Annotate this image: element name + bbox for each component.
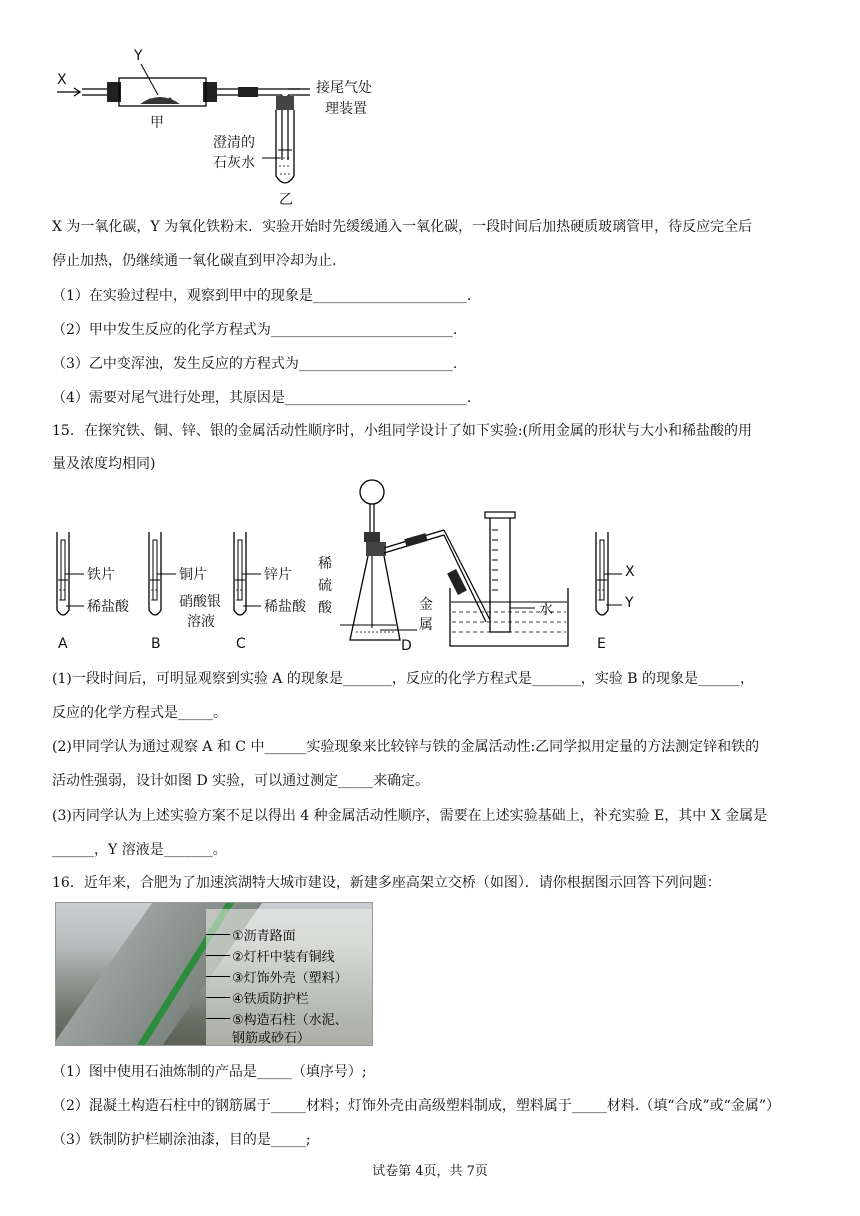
label-a-letter: A <box>58 636 68 652</box>
q14-intro-line-1: X 为一氧化碳，Y 为氧化铁粉末．实验开始时先缓缓通入一氧化碳，一段时间后加热硬质玻璃管甲，待反应完全后 <box>52 219 753 235</box>
label-b-mid: 硝酸银 <box>179 594 221 610</box>
label-e-x: X <box>625 564 635 580</box>
label-jia: 甲 <box>150 115 164 131</box>
q16-sub-3: （3）铁制防护栏刷涂油漆，目的是_____; <box>52 1132 311 1148</box>
photo-label-6: 钢筋或砂石） <box>232 1031 311 1046</box>
leader-line <box>206 997 230 998</box>
label-b-letter: B <box>151 636 161 652</box>
label-d-metal-1: 金 <box>419 597 433 613</box>
label-lime-2: 石灰水 <box>213 155 255 171</box>
label-c-bottom: 稀盐酸 <box>264 599 306 615</box>
q14-sub-1: （1）在实验过程中，观察到甲中的现象是______________________. <box>52 288 472 304</box>
label-tail-gas-2: 理装置 <box>325 101 367 117</box>
label-b-top: 铜片 <box>179 567 207 583</box>
label-d-acid-2: 硫 <box>318 578 332 594</box>
label-a-bottom: 稀盐酸 <box>87 599 129 615</box>
label-e-letter: E <box>597 636 606 652</box>
label-tail-gas-1: 接尾气处 <box>316 80 372 96</box>
q15-stem-line-1: 15．在探究铁、铜、锌、银的金属活动性顺序时，小组同学设计了如下实验:(所用金属的形状与大小和稀盐酸的用 <box>52 423 752 439</box>
label-d-acid-3: 酸 <box>318 600 332 616</box>
label-lime-1: 澄清的 <box>213 135 255 151</box>
photo-label-1: ①沥青路面 <box>232 929 296 944</box>
photo-label-2: ②灯杆中装有铜线 <box>232 950 335 965</box>
q16-sub-2: （2）混凝土构造石柱中的钢筋属于_____材料；灯饰外壳由高级塑料制成，塑料属于_____材料.（填“合成”或“金属”） <box>52 1098 780 1114</box>
q15-part2-line-1: (2)甲同学认为通过观察 A 和 C 中______实验现象来比较锌与铁的金属活动性:乙同学拟用定量的方法测定锌和铁的 <box>52 739 760 755</box>
label-e-y: Y <box>625 595 634 611</box>
q15-part3-line-2: ______，Y 溶液是_______。 <box>52 842 227 858</box>
label-d-acid-1: 稀 <box>318 556 332 572</box>
q15-part1-line-1: (1)一段时间后，可明显观察到实验 A 的现象是_______，反应的化学方程式是_______，实验 B 的现象是______， <box>52 671 755 687</box>
q16-stem: 16．近年来，合肥为了加速滨湖特大城市建设，新建多座高架立交桥（如图）．请你根据图示回答下列问题： <box>52 875 721 891</box>
label-d-metal-2: 属 <box>419 617 433 633</box>
label-y: Y <box>134 48 143 64</box>
label-d-letter: D <box>401 638 412 654</box>
label-b-bottom: 溶液 <box>187 614 215 630</box>
overpass-photo <box>55 902 373 1046</box>
q16-sub-1: （1）图中使用石油炼制的产品是_____（填序号）; <box>52 1064 367 1080</box>
test-tubes-drawing <box>0 470 860 670</box>
photo-label-4: ④铁质防护栏 <box>232 992 309 1007</box>
leader-line <box>206 976 230 977</box>
label-c-letter: C <box>236 636 246 652</box>
q15-stem-line-2: 量及浓度均相同) <box>52 456 156 472</box>
q14-sub-3: （3）乙中变浑浊，发生反应的方程式为______________________. <box>52 356 458 372</box>
leader-line <box>206 955 230 956</box>
label-a-top: 铁片 <box>87 567 115 583</box>
q14-intro-line-2: 停止加热，仍继续通一氧化碳直到甲冷却为止. <box>52 253 337 269</box>
apparatus-drawing <box>0 0 860 200</box>
q15-part1-line-2: 反应的化学方程式是_____。 <box>52 705 227 721</box>
photo-label-5: ⑤构造石柱（水泥、 <box>232 1013 348 1028</box>
q15-part3-line-1: (3)丙同学认为上述实验方案不足以得出 4 种金属活动性顺序，需要在上述实验基础上，补充实验 E，其中 X 金属是 <box>52 808 768 824</box>
label-d-water: 水 <box>539 602 553 618</box>
photo-label-3: ③灯饰外壳（塑料） <box>232 971 348 986</box>
leader-line <box>206 934 230 935</box>
q14-sub-2: （2）甲中发生反应的化学方程式为__________________________. <box>52 322 458 338</box>
label-yi: 乙 <box>279 192 293 208</box>
leader-line <box>206 1018 230 1019</box>
label-x: X <box>57 72 67 88</box>
q14-sub-4: （4）需要对尾气进行处理，其原因是__________________________. <box>52 390 472 406</box>
label-c-top: 锌片 <box>264 567 292 583</box>
page-footer: 试卷第 4页，共 7页 <box>372 1164 488 1179</box>
q15-part2-line-2: 活动性强弱，设计如图 D 实验，可以通过测定_____来确定。 <box>52 773 430 789</box>
